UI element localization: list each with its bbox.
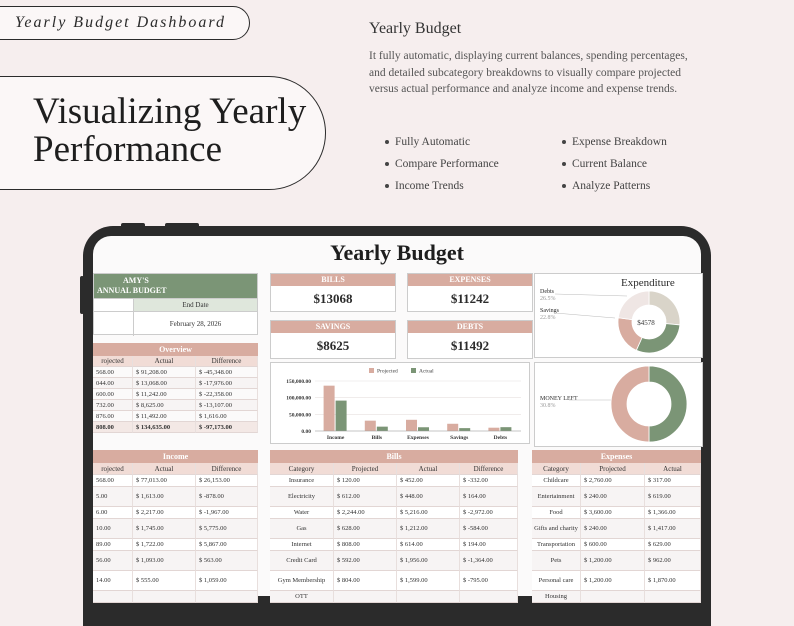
table-cell[interactable]: 10.00 (93, 519, 133, 539)
column-header: Difference (196, 463, 258, 475)
bullet-icon (385, 184, 389, 188)
table-cell[interactable]: $ 452.00 (397, 475, 460, 487)
table-cell[interactable]: $ -13,107.00 (196, 400, 258, 411)
table-cell[interactable]: $ 134,635.00 (133, 422, 196, 433)
bar-projected (488, 428, 499, 431)
y-tick-label: 150,000.00 (286, 379, 311, 385)
table-cell[interactable]: $ 5,775.00 (196, 519, 258, 539)
feature-item: Income Trends (385, 178, 562, 193)
table-cell[interactable]: 808.00 (93, 422, 133, 433)
table-cell[interactable]: $ 11,242.00 (133, 389, 196, 400)
debts-legend: Debts 26.5% (540, 289, 556, 302)
column-header: Actual (645, 463, 701, 475)
table-cell[interactable]: $ 91,208.00 (133, 367, 196, 378)
feature-item: Expense Breakdown (562, 134, 685, 149)
bullet-icon (562, 140, 566, 144)
money-left-donut (535, 363, 704, 448)
expenses-table (532, 450, 701, 603)
table-cell[interactable]: Internet (270, 539, 334, 551)
table-cell[interactable]: $ 619.00 (645, 487, 701, 507)
table-cell[interactable]: 5.00 (93, 487, 133, 507)
bar-projected (324, 386, 335, 431)
table-cell[interactable]: $ -1,364.00 (460, 551, 518, 571)
savings-card: SAVINGS $8625 (270, 320, 396, 359)
brand-title: Yearly Budget Dashboard (15, 14, 227, 31)
hero-banner (0, 76, 326, 190)
legend-swatch (369, 368, 374, 373)
feature-item: Fully Automatic (385, 134, 562, 149)
table-cell[interactable]: $ 1,745.00 (133, 519, 196, 539)
table-cell[interactable]: $ 3,600.00 (581, 507, 645, 519)
x-tick-label: Expenses (407, 435, 429, 441)
table-cell[interactable]: 6.00 (93, 507, 133, 519)
table-cell[interactable]: Housing (532, 591, 581, 603)
table-cell[interactable]: $ -795.00 (460, 571, 518, 591)
table-cell[interactable]: $ 600.00 (581, 539, 645, 551)
table-cell[interactable]: Water (270, 507, 334, 519)
column-header: Category (270, 463, 334, 475)
table-cell[interactable]: Transportation (532, 539, 581, 551)
table-cell[interactable]: $ 2,217.00 (133, 507, 196, 519)
table-cell[interactable]: $ 1,093.00 (133, 551, 196, 571)
table-cell[interactable]: Insurance (270, 475, 334, 487)
bullet-icon (562, 162, 566, 166)
tablet-side-button (80, 276, 84, 314)
tablet-button (165, 223, 199, 227)
table-cell[interactable]: $ 612.00 (334, 487, 397, 507)
y-tick-label: 0.00 (301, 429, 311, 435)
table-cell[interactable] (460, 591, 518, 603)
savings-legend: Savings 22.8% (540, 308, 560, 321)
column-header: Difference (196, 356, 258, 367)
bullet-icon (385, 140, 389, 144)
legend-label: Actual (419, 368, 434, 375)
table-cell[interactable]: 044.00 (93, 378, 133, 389)
money-left-legend: MONEY LEFT 30.8% (540, 396, 578, 409)
bills-card: BILLS $13068 (270, 273, 396, 312)
table-cell[interactable]: $ 1,613.00 (133, 487, 196, 507)
table-cell[interactable] (397, 591, 460, 603)
end-date-label: End Date (134, 299, 257, 311)
leader-line (555, 313, 615, 318)
table-cell[interactable]: $ 804.00 (334, 571, 397, 591)
table-cell[interactable] (93, 591, 133, 603)
expenditure-title: Expenditure (621, 277, 675, 289)
table-cell[interactable]: $ 628.00 (334, 519, 397, 539)
x-tick-label: Bills (371, 435, 383, 441)
table-cell[interactable]: Pets (532, 551, 581, 571)
table-cell[interactable]: OTT (270, 591, 334, 603)
table-cell[interactable]: $ -2,972.00 (460, 507, 518, 519)
column-header: Category (532, 463, 581, 475)
table-cell[interactable]: $ 5,216.00 (397, 507, 460, 519)
budget-info-card (93, 273, 258, 335)
table-cell[interactable]: 56.00 (93, 551, 133, 571)
column-header: rojected (93, 463, 133, 475)
table-cell[interactable]: $ -878.00 (196, 487, 258, 507)
dashboard-screen (93, 236, 701, 600)
table-cell[interactable]: Gas (270, 519, 334, 539)
debts-card: DEBTS $11492 (407, 320, 533, 359)
column-header: Actual (133, 463, 196, 475)
feature-item: Current Balance (562, 156, 685, 171)
hero-line-2: Performance (33, 129, 223, 170)
table-cell[interactable] (196, 591, 258, 603)
legend-swatch (411, 368, 416, 373)
table-cell[interactable]: $ -17,976.00 (196, 378, 258, 389)
income-title: Income (93, 450, 258, 463)
bar-actual (336, 401, 347, 431)
slice-bills (636, 324, 680, 353)
table-cell[interactable]: Electricity (270, 487, 334, 507)
table-cell[interactable]: 568.00 (93, 475, 133, 487)
y-tick-label: 50,000.00 (289, 412, 311, 419)
table-cell[interactable]: $ 592.00 (334, 551, 397, 571)
donut-center-value: $4578 (637, 319, 655, 327)
bullet-icon (562, 184, 566, 188)
table-cell[interactable]: $ 1,870.00 (645, 571, 701, 591)
table-cell[interactable]: $ 563.00 (196, 551, 258, 571)
column-header: rojected (93, 356, 133, 367)
table-cell[interactable]: $ -22,358.00 (196, 389, 258, 400)
hero-line-1: Visualizing Yearly (33, 91, 307, 132)
debts-value: $11492 (450, 338, 490, 353)
bar-actual (377, 427, 388, 431)
table-cell[interactable]: $ 5,867.00 (196, 539, 258, 551)
end-date-value[interactable]: February 28, 2026 (169, 320, 222, 328)
table-cell[interactable]: $ 8,625.00 (133, 400, 196, 411)
table-cell[interactable]: Credit Card (270, 551, 334, 571)
table-cell[interactable]: $ 120.00 (334, 475, 397, 487)
column-header: Actual (397, 463, 460, 475)
brand-banner (0, 6, 250, 40)
feature-item: Analyze Patterns (562, 178, 685, 193)
budget-owner: AMY'S ANNUAL BUDGET (94, 274, 257, 298)
bar-actual (500, 427, 511, 431)
table-cell[interactable]: $ 1,616.00 (196, 411, 258, 422)
table-cell[interactable]: $ 11,492.00 (133, 411, 196, 422)
table-cell[interactable] (133, 591, 196, 603)
table-cell[interactable]: 14.00 (93, 571, 133, 591)
y-tick-label: 100,000.00 (286, 395, 311, 402)
bullet-icon (385, 162, 389, 166)
expenditure-donut (535, 274, 704, 359)
table-cell[interactable]: $ -1,967.00 (196, 507, 258, 519)
expenses-value: $11242 (450, 291, 490, 306)
table-cell[interactable]: $ 629.00 (645, 539, 701, 551)
table-cell[interactable]: Childcare (532, 475, 581, 487)
money-left-card (534, 362, 703, 447)
expenses-title: Expenses (532, 450, 701, 463)
table-cell[interactable]: $ 1,417.00 (645, 519, 701, 539)
savings-value: $8625 (316, 338, 350, 353)
table-cell[interactable]: Food (532, 507, 581, 519)
table-cell[interactable]: $ 194.00 (460, 539, 518, 551)
overview-grid (93, 356, 258, 433)
income-table (93, 450, 258, 603)
table-cell[interactable]: $ 13,068.00 (133, 378, 196, 389)
dashboard-title: Yearly Budget (330, 240, 464, 265)
expenses-card: EXPENSES $11242 (407, 273, 533, 312)
table-cell[interactable]: $ 808.00 (334, 539, 397, 551)
table-cell[interactable]: $ 962.00 (645, 551, 701, 571)
table-cell[interactable]: $ 1,200.00 (581, 571, 645, 591)
x-tick-label: Income (326, 435, 345, 441)
description-title: Yearly Budget (369, 20, 462, 37)
bar-chart-svg (271, 363, 529, 443)
table-cell[interactable]: $ 1,212.00 (397, 519, 460, 539)
table-cell[interactable]: $ 2,244.00 (334, 507, 397, 519)
table-cell[interactable]: 89.00 (93, 539, 133, 551)
table-cell[interactable]: $ 77,013.00 (133, 475, 196, 487)
bar-actual (459, 428, 470, 431)
table-cell[interactable]: 876.00 (93, 411, 133, 422)
table-cell[interactable]: $ 240.00 (581, 487, 645, 507)
overview-title: Overview (93, 343, 258, 356)
table-cell[interactable]: $ 448.00 (397, 487, 460, 507)
table-cell[interactable]: $ 1,599.00 (397, 571, 460, 591)
overview-table (93, 343, 258, 433)
table-cell[interactable]: $ 317.00 (645, 475, 701, 487)
bar-projected (365, 421, 376, 431)
table-cell[interactable]: 600.00 (93, 389, 133, 400)
leader-line (555, 294, 627, 296)
bills-table (270, 450, 518, 603)
table-cell[interactable]: $ 240.00 (581, 519, 645, 539)
slice-spent (611, 366, 649, 442)
table-cell[interactable] (334, 591, 397, 603)
table-cell[interactable]: $ 555.00 (133, 571, 196, 591)
table-cell[interactable]: $ -332.00 (460, 475, 518, 487)
slice-savings (618, 291, 649, 320)
table-cell[interactable]: $ 1,722.00 (133, 539, 196, 551)
table-cell[interactable]: $ -97,173.00 (196, 422, 258, 433)
column-header: Projected (334, 463, 397, 475)
bar-projected (406, 420, 417, 431)
table-cell[interactable]: $ 1,956.00 (397, 551, 460, 571)
table-cell[interactable] (581, 591, 645, 603)
table-cell[interactable]: 732.00 (93, 400, 133, 411)
column-header: Difference (460, 463, 518, 475)
table-cell[interactable]: $ 26,153.00 (196, 475, 258, 487)
table-cell[interactable]: Entertainment (532, 487, 581, 507)
bills-value: $13068 (313, 291, 353, 306)
column-header: Projected (581, 463, 645, 475)
table-cell[interactable]: $ 1,200.00 (581, 551, 645, 571)
feature-list (385, 134, 685, 193)
feature-item: Compare Performance (385, 156, 562, 171)
bar-projected (447, 424, 458, 431)
table-cell[interactable]: $ -45,348.00 (196, 367, 258, 378)
bills-title: Bills (270, 450, 518, 463)
description (369, 20, 689, 98)
slice-money-left (649, 366, 687, 442)
table-cell[interactable]: Gifts and charity (532, 519, 581, 539)
table-cell[interactable]: 568.00 (93, 367, 133, 378)
tablet-button (121, 223, 145, 227)
description-text: It fully automatic, displaying current balances, spending percentages, and detailed subcategory breakdowns to visually compare projected versus actual performance and analyze income and expense trends. (369, 50, 688, 95)
table-cell[interactable]: $ 164.00 (460, 487, 518, 507)
table-cell[interactable]: Gym Membership (270, 571, 334, 591)
table-cell[interactable]: $ 1,059.00 (196, 571, 258, 591)
x-tick-label: Savings (450, 435, 469, 441)
column-header: Actual (133, 356, 196, 367)
table-cell[interactable]: $ 2,760.00 (581, 475, 645, 487)
hero-title (33, 93, 325, 169)
bar-actual (418, 427, 429, 431)
table-cell[interactable]: $ 614.00 (397, 539, 460, 551)
table-cell[interactable]: $ -584.00 (460, 519, 518, 539)
expenditure-card (534, 273, 703, 358)
table-cell[interactable]: $ 1,366.00 (645, 507, 701, 519)
table-cell[interactable]: Personal care (532, 571, 581, 591)
table-cell[interactable] (645, 591, 701, 603)
legend-label: Projected (377, 368, 398, 375)
projected-vs-actual-chart (270, 362, 530, 444)
x-tick-label: Debts (493, 435, 508, 441)
